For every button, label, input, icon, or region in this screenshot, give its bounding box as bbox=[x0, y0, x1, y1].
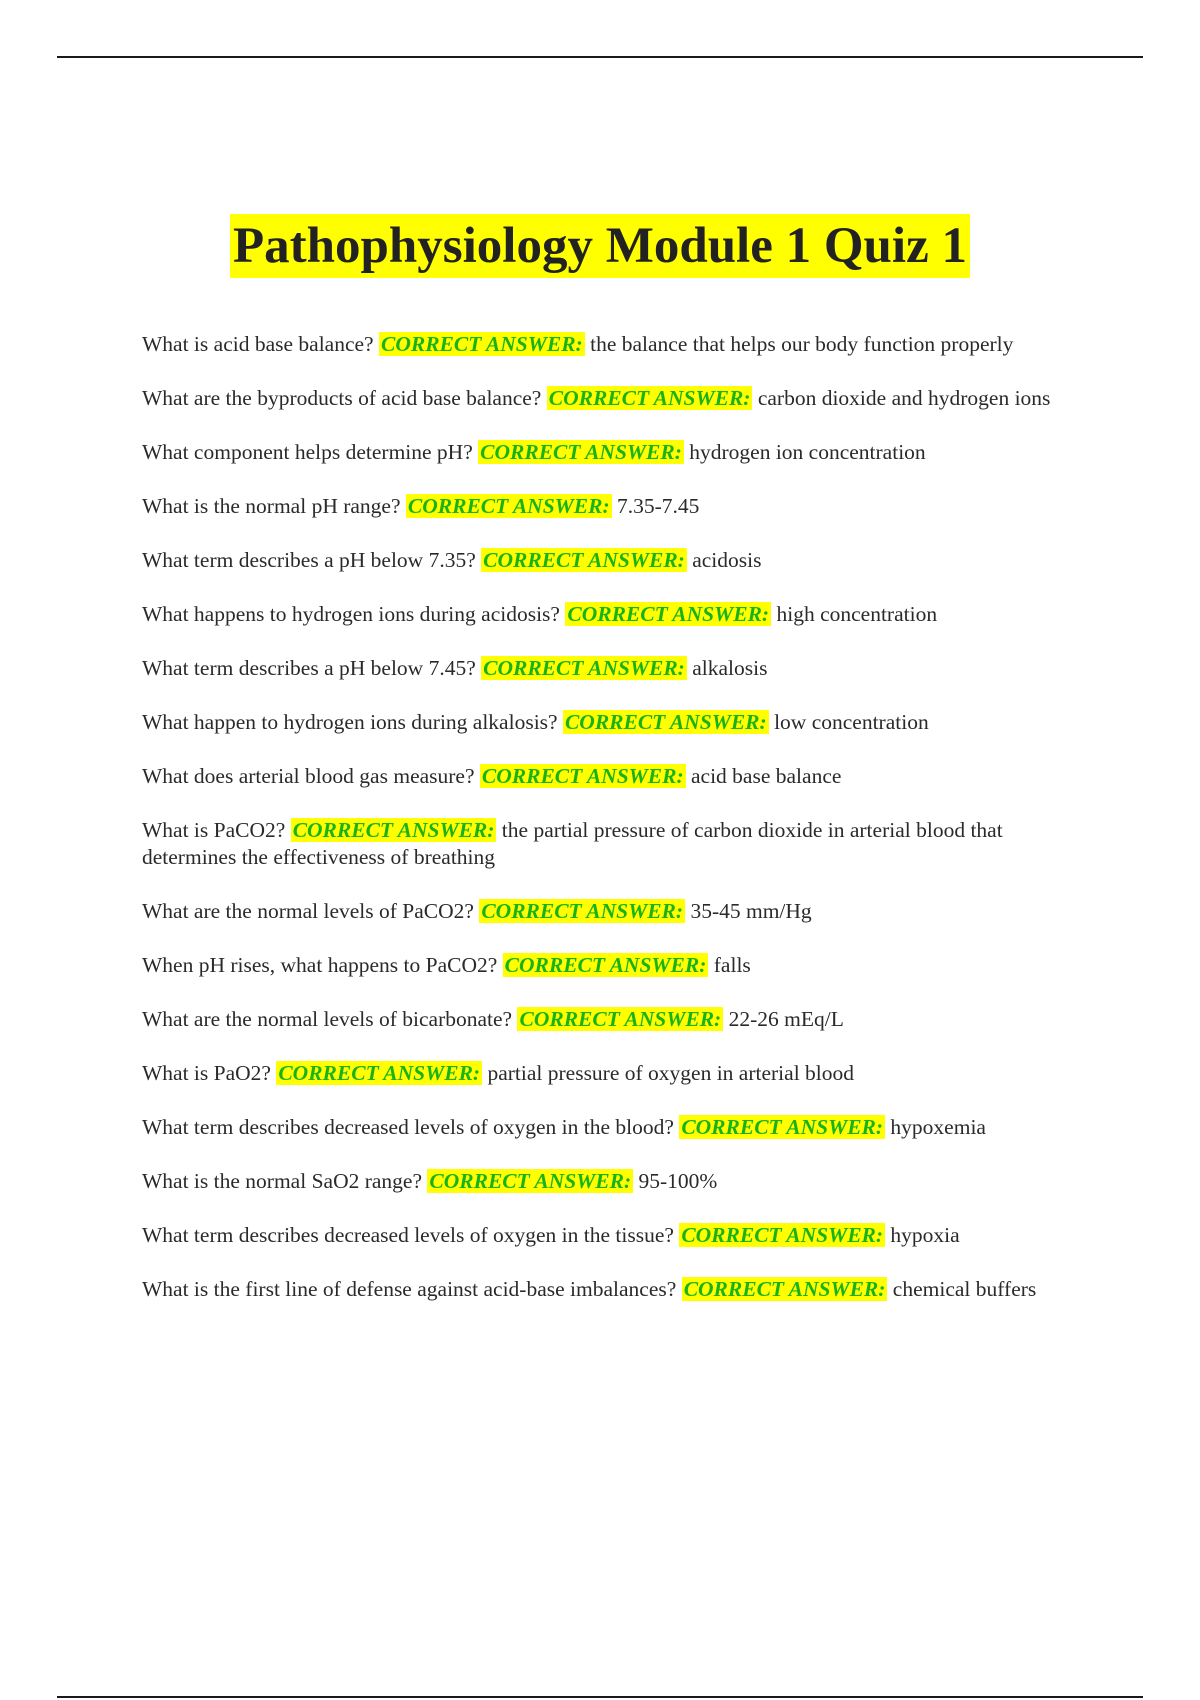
answer-label: CORRECT ANSWER: bbox=[407, 494, 610, 518]
answer-label: CORRECT ANSWER: bbox=[519, 1007, 722, 1031]
answer-text: the partial pressure of carbon dioxide in arterial blood that determines the effectiveness of breathing bbox=[142, 818, 1003, 869]
bottom-rule bbox=[57, 1696, 1143, 1698]
question-text: What is PaCO2? bbox=[142, 818, 286, 842]
qa-item bbox=[142, 1168, 1062, 1195]
qa-item bbox=[142, 763, 1062, 790]
answer-text: 35-45 mm/Hg bbox=[690, 899, 812, 923]
question-text: What term describes decreased levels of oxygen in the blood? bbox=[142, 1115, 674, 1139]
question-text: When pH rises, what happens to PaCO2? bbox=[142, 953, 498, 977]
question-text: What is acid base balance? bbox=[142, 332, 374, 356]
answer-text: 7.35-7.45 bbox=[617, 494, 700, 518]
qa-item bbox=[142, 952, 1062, 979]
qa-item bbox=[142, 898, 1062, 925]
document-title: Pathophysiology Module 1 Quiz 1 bbox=[230, 214, 970, 278]
question-text: What is the first line of defense against acid-base imbalances? bbox=[142, 1277, 677, 1301]
answer-label: CORRECT ANSWER: bbox=[564, 710, 767, 734]
answer-text: carbon dioxide and hydrogen ions bbox=[757, 386, 1051, 410]
qa-item bbox=[142, 1060, 1062, 1087]
answer-label: CORRECT ANSWER: bbox=[483, 656, 685, 680]
answer-text: partial pressure of oxygen in arterial blood bbox=[487, 1061, 855, 1085]
answer-label: CORRECT ANSWER: bbox=[483, 548, 685, 572]
answer-text: hypoxemia bbox=[890, 1115, 986, 1139]
answer-text: 95-100% bbox=[638, 1169, 718, 1193]
qa-item bbox=[142, 601, 1062, 628]
answer-label: CORRECT ANSWER: bbox=[681, 1115, 884, 1139]
question-text: What are the byproducts of acid base balance? bbox=[142, 386, 542, 410]
answer-label: CORRECT ANSWER: bbox=[681, 1223, 884, 1247]
answer-label: CORRECT ANSWER: bbox=[481, 899, 684, 923]
qa-item bbox=[142, 439, 1062, 466]
answer-label: CORRECT ANSWER: bbox=[504, 953, 707, 977]
question-text: What term describes a pH below 7.35? bbox=[142, 548, 476, 572]
qa-list bbox=[142, 331, 1062, 1330]
top-rule bbox=[57, 56, 1143, 58]
question-text: What is the normal pH range? bbox=[142, 494, 401, 518]
question-text: What are the normal levels of PaCO2? bbox=[142, 899, 474, 923]
answer-label: CORRECT ANSWER: bbox=[278, 1061, 481, 1085]
answer-text: alkalosis bbox=[692, 656, 768, 680]
answer-text: high concentration bbox=[776, 602, 938, 626]
question-text: What does arterial blood gas measure? bbox=[142, 764, 475, 788]
answer-text: acid base balance bbox=[691, 764, 842, 788]
question-text: What is PaO2? bbox=[142, 1061, 271, 1085]
answer-label: CORRECT ANSWER: bbox=[567, 602, 770, 626]
qa-item bbox=[142, 1006, 1062, 1033]
qa-item bbox=[142, 547, 1062, 574]
question-text: What component helps determine pH? bbox=[142, 440, 473, 464]
answer-label: CORRECT ANSWER: bbox=[481, 764, 684, 788]
answer-text: 22-26 mEq/L bbox=[728, 1007, 844, 1031]
title-container bbox=[0, 214, 1200, 278]
answer-text: the balance that helps our body function properly bbox=[590, 332, 1014, 356]
answer-label: CORRECT ANSWER: bbox=[429, 1169, 632, 1193]
question-text: What is the normal SaO2 range? bbox=[142, 1169, 423, 1193]
qa-item bbox=[142, 1276, 1062, 1303]
answer-text: falls bbox=[713, 953, 751, 977]
answer-text: hypoxia bbox=[890, 1223, 960, 1247]
answer-label: CORRECT ANSWER: bbox=[683, 1277, 886, 1301]
qa-item bbox=[142, 655, 1062, 682]
question-text: What happen to hydrogen ions during alkalosis? bbox=[142, 710, 558, 734]
answer-label: CORRECT ANSWER: bbox=[380, 332, 583, 356]
qa-item bbox=[142, 385, 1062, 412]
answer-label: CORRECT ANSWER: bbox=[480, 440, 682, 464]
answer-label: CORRECT ANSWER: bbox=[292, 818, 495, 842]
answer-text: hydrogen ion concentration bbox=[689, 440, 926, 464]
answer-text: low concentration bbox=[774, 710, 929, 734]
answer-text: chemical buffers bbox=[892, 1277, 1037, 1301]
qa-item bbox=[142, 1114, 1062, 1141]
question-text: What are the normal levels of bicarbonate? bbox=[142, 1007, 513, 1031]
question-text: What term describes decreased levels of oxygen in the tissue? bbox=[142, 1223, 674, 1247]
qa-item bbox=[142, 817, 1062, 871]
qa-item bbox=[142, 493, 1062, 520]
qa-item bbox=[142, 331, 1062, 358]
question-text: What term describes a pH below 7.45? bbox=[142, 656, 476, 680]
qa-item bbox=[142, 1222, 1062, 1249]
question-text: What happens to hydrogen ions during acidosis? bbox=[142, 602, 560, 626]
qa-item bbox=[142, 709, 1062, 736]
answer-text: acidosis bbox=[692, 548, 762, 572]
answer-label: CORRECT ANSWER: bbox=[548, 386, 751, 410]
